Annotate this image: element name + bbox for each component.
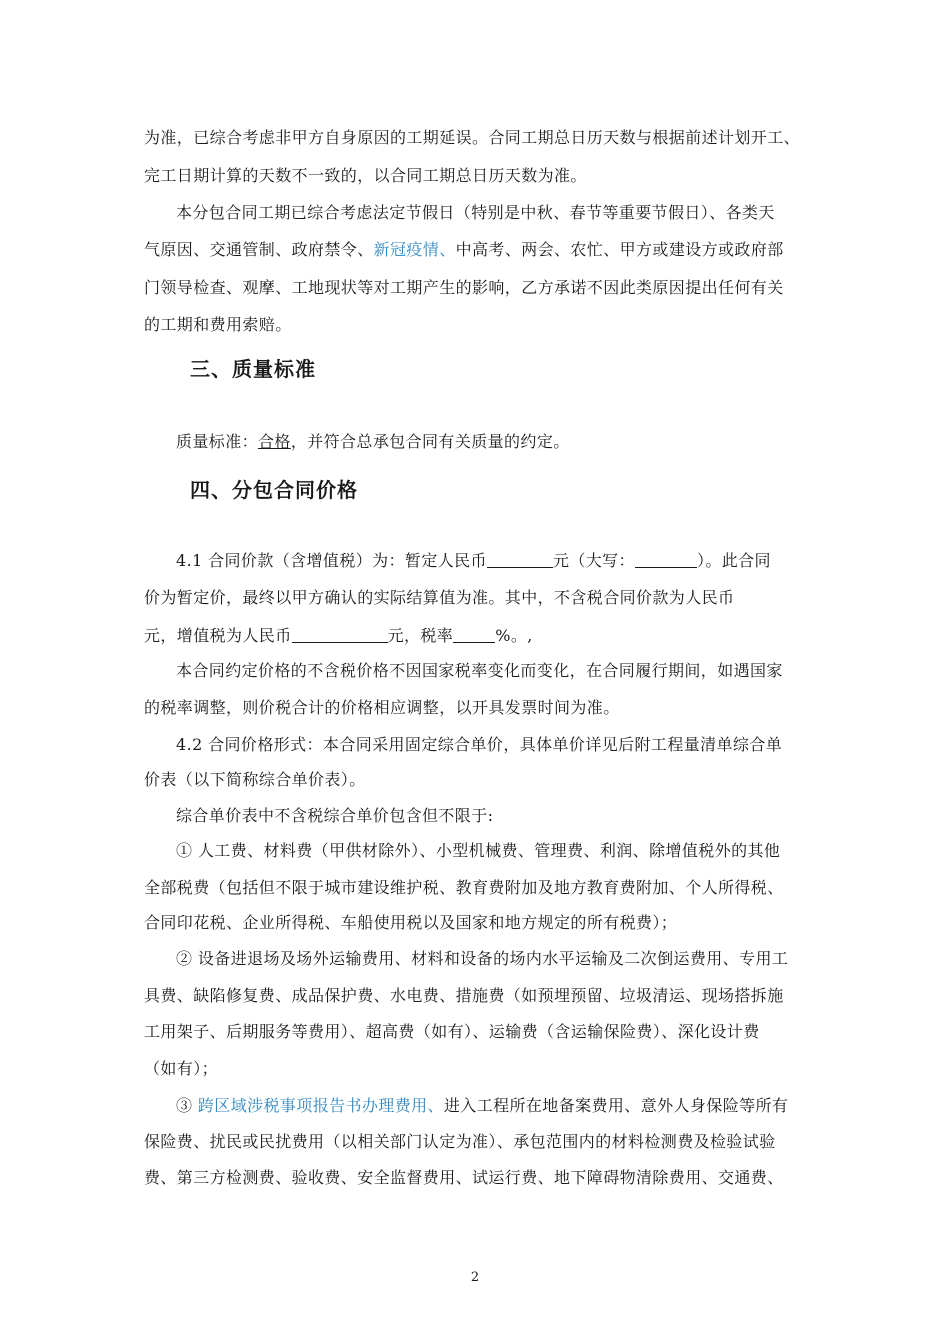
- list-item-line: [176, 1095, 820, 1117]
- text-span: 中高考、两会、农忙、甲方或建设方或政府部: [455, 240, 784, 259]
- text-span: ）。此合同: [696, 551, 771, 570]
- quality-standard-line: [176, 431, 820, 453]
- paragraph-line: 门领导检查、观摩、工地现状等对工期产生的影响，乙方承诺不因此类原因提出任何有关: [144, 278, 784, 297]
- list-item-line: 全部税费（包括但不限于城市建设维护税、教育费附加及地方教育费附加、个人所得税、: [144, 878, 784, 897]
- page-number: 2: [470, 1270, 480, 1285]
- paragraph-line: 的工期和费用索赔。: [144, 315, 292, 334]
- paragraph-line: [176, 550, 820, 572]
- list-item-line: 费、第三方检测费、验收费、安全监督费用、试运行费、地下障碍物清除费用、交通费、: [144, 1168, 784, 1187]
- text-span: ③: [176, 1096, 198, 1115]
- list-item-line: ② 设备进退场及场外运输费用、材料和设备的场内水平运输及二次倒运费用、专用工: [176, 949, 789, 968]
- list-item-line: 具费、缺陷修复费、成品保护费、水电费、措施费（如预埋预留、垃圾清运、现场搭拆施: [144, 986, 784, 1005]
- paragraph-line: 为准，已综合考虑非甲方自身原因的工期延误。合同工期总日历天数与根据前述计划开工、: [144, 128, 801, 147]
- text-span: 4.1 合同价款（含增值税）为：暂定人民币: [176, 551, 487, 570]
- text-span: 元，增值税为人民币: [144, 626, 292, 645]
- paragraph-line: [144, 625, 820, 647]
- text-span: 气原因、交通管制、政府禁令、: [144, 240, 374, 259]
- paragraph-line: 综合单价表中不含税综合单价包含但不限于:: [176, 806, 494, 825]
- amount-blank: [487, 551, 553, 568]
- vat-amount-blank: [292, 626, 388, 643]
- text-span: 质量标准：: [176, 432, 259, 451]
- text-span: 元（大写：: [552, 551, 635, 570]
- cross-region-tax-link-text: 跨区域涉税事项报告书办理费用、: [197, 1096, 444, 1115]
- text-span: 进入工程所在地备案费用、意外人身保险等所有: [443, 1096, 789, 1115]
- amount-words-blank: [635, 551, 697, 568]
- list-item-line: 合同印花税、企业所得税、车船使用税以及国家和地方规定的所有税费）；: [144, 913, 678, 932]
- covid-link-text: 新冠疫情、: [373, 240, 456, 259]
- list-item-line: （如有）；: [144, 1059, 219, 1078]
- section-heading-quality: 三、质量标准: [190, 357, 316, 381]
- paragraph-line: 本合同约定价格的不含税价格不因国家税率变化而变化，在合同履行期间，如遇国家: [176, 661, 783, 680]
- paragraph-line: 完工日期计算的天数不一致的，以合同工期总日历天数为准。: [144, 166, 587, 185]
- text-span: %。,: [495, 626, 533, 645]
- paragraph-line: [144, 239, 820, 261]
- paragraph-line: 本分包合同工期已综合考虑法定节假日（特别是中秋、春节等重要节假日）、各类天: [176, 203, 775, 222]
- paragraph-line: 价为暂定价，最终以甲方确认的实际结算值为准。其中，不含税合同价款为人民币: [144, 588, 735, 607]
- list-item-line: 保险费、扰民或民扰费用（以相关部门认定为准）、承包范围内的材料检测费及检验试验: [144, 1132, 776, 1151]
- list-item-line: ① 人工费、材料费（甲供材除外）、小型机械费、管理费、利润、除增值税外的其他: [176, 841, 781, 860]
- list-item-line: 工用架子、后期服务等费用）、超高费（如有）、运输费（含运输保险费）、深化设计费: [144, 1022, 760, 1041]
- quality-value: 合格: [258, 432, 291, 451]
- text-span: ，并符合总承包合同有关质量的约定。: [290, 432, 570, 451]
- section-heading-price: 四、分包合同价格: [190, 478, 358, 502]
- paragraph-line: 的税率调整，则价税合计的价格相应调整，以开具发票时间为准。: [144, 698, 620, 717]
- paragraph-line: 价表（以下简称综合单价表）。: [144, 770, 366, 789]
- paragraph-line: 4.2 合同价格形式：本合同采用固定综合单价，具体单价详见后附工程量清单综合单: [176, 735, 783, 754]
- text-span: 元，税率: [387, 626, 454, 645]
- tax-rate-blank: [453, 626, 495, 643]
